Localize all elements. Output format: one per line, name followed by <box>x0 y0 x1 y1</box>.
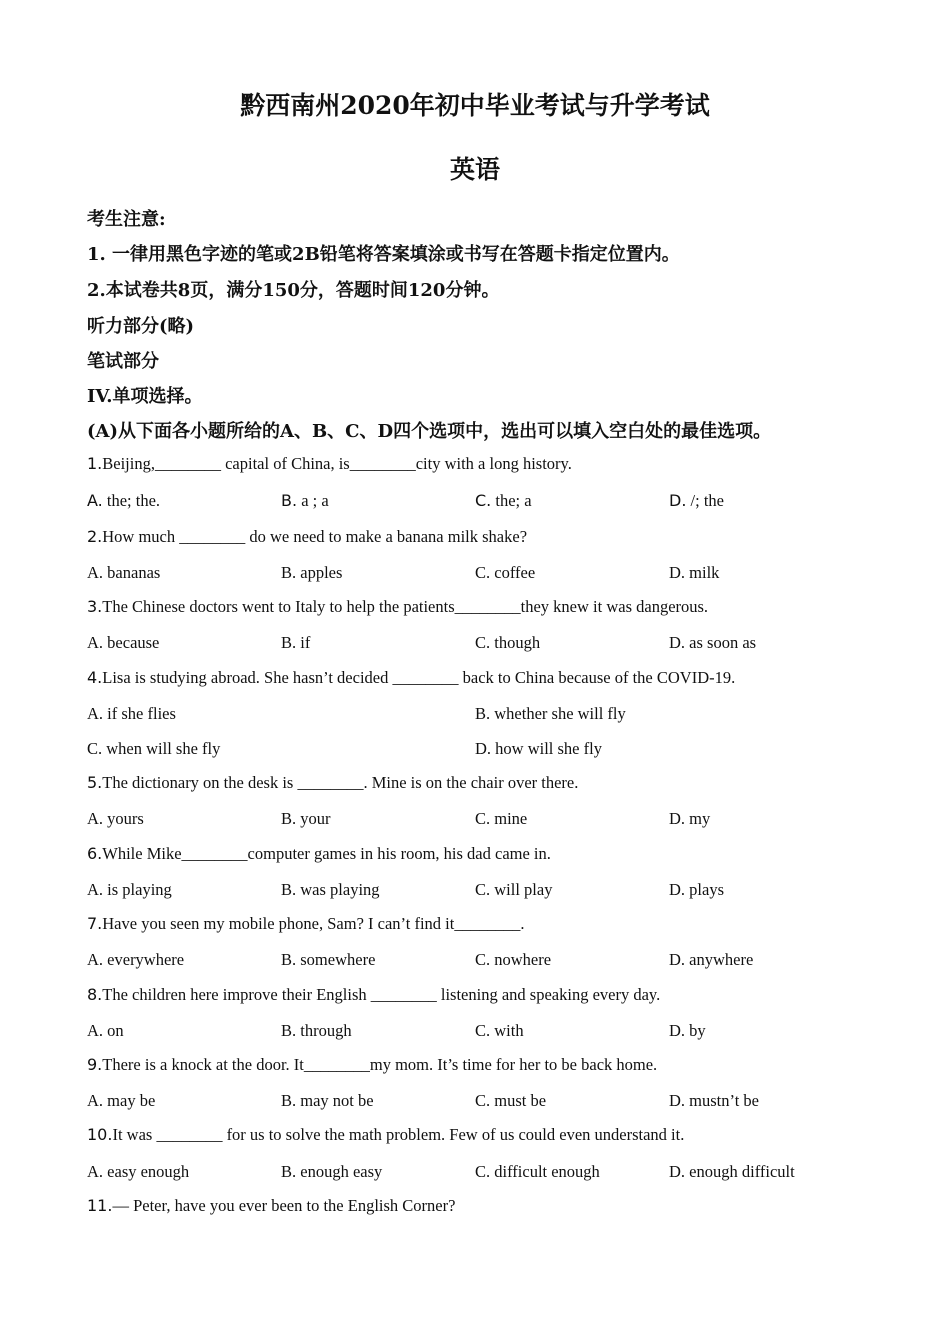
option-b[interactable]: B. whether she will fly <box>475 704 626 723</box>
question-number: 6. <box>87 844 103 863</box>
question-text: While Mike________computer games in his room, his dad came in. <box>102 844 551 863</box>
option-c[interactable]: C. though <box>475 633 541 652</box>
question-number: 2. <box>87 527 103 546</box>
option-a[interactable]: A. everywhere <box>87 950 185 969</box>
listening-section: 听力部分(略) <box>87 316 195 337</box>
question-text: There is a knock at the door. It________my mom. It’s time for her to be back home. <box>102 1055 658 1074</box>
question-text: It was ________ for us to solve the math problem. Few of us could even understand it. <box>112 1125 685 1144</box>
option-b[interactable]: B. if <box>281 633 311 652</box>
option-d[interactable] <box>669 491 724 511</box>
option-d[interactable]: D. enough difficult <box>669 1162 795 1181</box>
option-c[interactable]: C. must be <box>475 1091 547 1110</box>
option-b[interactable]: B. apples <box>281 563 343 582</box>
question-1 <box>87 454 572 474</box>
option-d[interactable]: D. my <box>669 809 711 828</box>
option-d[interactable]: D. as soon as <box>669 633 757 652</box>
option-a[interactable]: A. may be <box>87 1091 156 1110</box>
option-text: a ; a <box>297 491 329 510</box>
question-7 <box>87 914 524 934</box>
option-a[interactable]: A. yours <box>87 809 144 828</box>
option-b[interactable] <box>281 491 329 511</box>
option-b[interactable]: B. through <box>281 1021 352 1040</box>
option-b[interactable]: B. your <box>281 809 331 828</box>
question-text: — Peter, have you ever been to the English Corner? <box>112 1196 456 1215</box>
part-iv-heading: IV.单项选择。 <box>87 386 203 407</box>
option-b[interactable]: B. was playing <box>281 880 380 899</box>
option-c[interactable]: C. difficult enough <box>475 1162 600 1181</box>
option-letter: D. <box>669 491 687 510</box>
option-d[interactable]: D. mustn’t be <box>669 1091 759 1110</box>
question-number: 10. <box>87 1125 113 1144</box>
question-number: 5. <box>87 773 103 792</box>
option-d[interactable]: D. how will she fly <box>475 739 602 758</box>
option-c[interactable]: C. with <box>475 1021 524 1040</box>
question-8 <box>87 985 660 1005</box>
notice-line-1: 1. 一律用黑色字迹的笔或2B铅笔将答案填涂或书写在答题卡指定位置内。 <box>87 244 680 265</box>
question-text: The dictionary on the desk is ________. Mine is on the chair over there. <box>102 773 579 792</box>
option-a[interactable]: A. bananas <box>87 563 161 582</box>
option-c[interactable] <box>475 491 532 511</box>
part-a-instruction: (A)从下面各小题所给的A、B、C、D四个选项中，选出可以填入空白处的最佳选项。 <box>87 421 772 442</box>
question-text: The children here improve their English ________ listening and speaking every day. <box>102 985 661 1004</box>
option-letter: A. <box>87 491 103 510</box>
question-text: Beijing,________ capital of China, is________city with a long history. <box>102 454 572 473</box>
option-a[interactable]: A. because <box>87 633 160 652</box>
question-number: 3. <box>87 597 103 616</box>
option-c[interactable]: C. coffee <box>475 563 536 582</box>
option-a[interactable]: A. is playing <box>87 880 172 899</box>
option-c[interactable]: C. when will she fly <box>87 739 221 758</box>
option-letter: B. <box>281 491 298 510</box>
question-number: 8. <box>87 985 103 1004</box>
option-a[interactable] <box>87 491 160 511</box>
question-10 <box>87 1125 684 1145</box>
option-text: the; a <box>491 491 532 510</box>
written-section: 笔试部分 <box>87 351 159 372</box>
question-text: The Chinese doctors went to Italy to help the patients________they knew it was dangerous. <box>102 597 709 616</box>
question-number: 7. <box>87 914 103 933</box>
option-d[interactable]: D. milk <box>669 563 720 582</box>
question-number: 1. <box>87 454 103 473</box>
question-4 <box>87 668 735 688</box>
question-number: 11. <box>87 1196 113 1215</box>
question-text: Have you seen my mobile phone, Sam? I can’t find it________. <box>102 914 525 933</box>
question-6 <box>87 844 551 864</box>
option-b[interactable]: B. enough easy <box>281 1162 383 1181</box>
option-d[interactable]: D. by <box>669 1021 706 1040</box>
question-3 <box>87 597 708 617</box>
question-text: How much ________ do we need to make a banana milk shake? <box>102 527 528 546</box>
question-11 <box>87 1196 455 1216</box>
option-text: /; the <box>686 491 724 510</box>
option-d[interactable]: D. anywhere <box>669 950 754 969</box>
question-2 <box>87 527 527 547</box>
question-9 <box>87 1055 657 1075</box>
notice-line-2: 2.本试卷共8页，满分150分，答题时间120分钟。 <box>87 280 500 301</box>
option-c[interactable]: C. mine <box>475 809 528 828</box>
subject-title: 英语 <box>449 155 500 184</box>
option-text: the; the. <box>102 491 161 510</box>
option-c[interactable]: C. will play <box>475 880 553 899</box>
question-text: Lisa is studying abroad. She hasn’t decided ________ back to China because of the COVID-19. <box>102 668 736 687</box>
option-letter: C. <box>475 491 492 510</box>
option-a[interactable]: A. easy enough <box>87 1162 190 1181</box>
option-b[interactable]: B. may not be <box>281 1091 374 1110</box>
option-a[interactable]: A. if she flies <box>87 704 176 723</box>
question-number: 4. <box>87 668 103 687</box>
notice-heading: 考生注意: <box>87 209 166 230</box>
option-b[interactable]: B. somewhere <box>281 950 376 969</box>
question-5 <box>87 773 578 793</box>
option-d[interactable]: D. plays <box>669 880 724 899</box>
option-c[interactable]: C. nowhere <box>475 950 552 969</box>
option-a[interactable]: A. on <box>87 1021 124 1040</box>
exam-title: 黔西南州2020年初中毕业考试与升学考试 <box>240 91 710 120</box>
question-number: 9. <box>87 1055 103 1074</box>
